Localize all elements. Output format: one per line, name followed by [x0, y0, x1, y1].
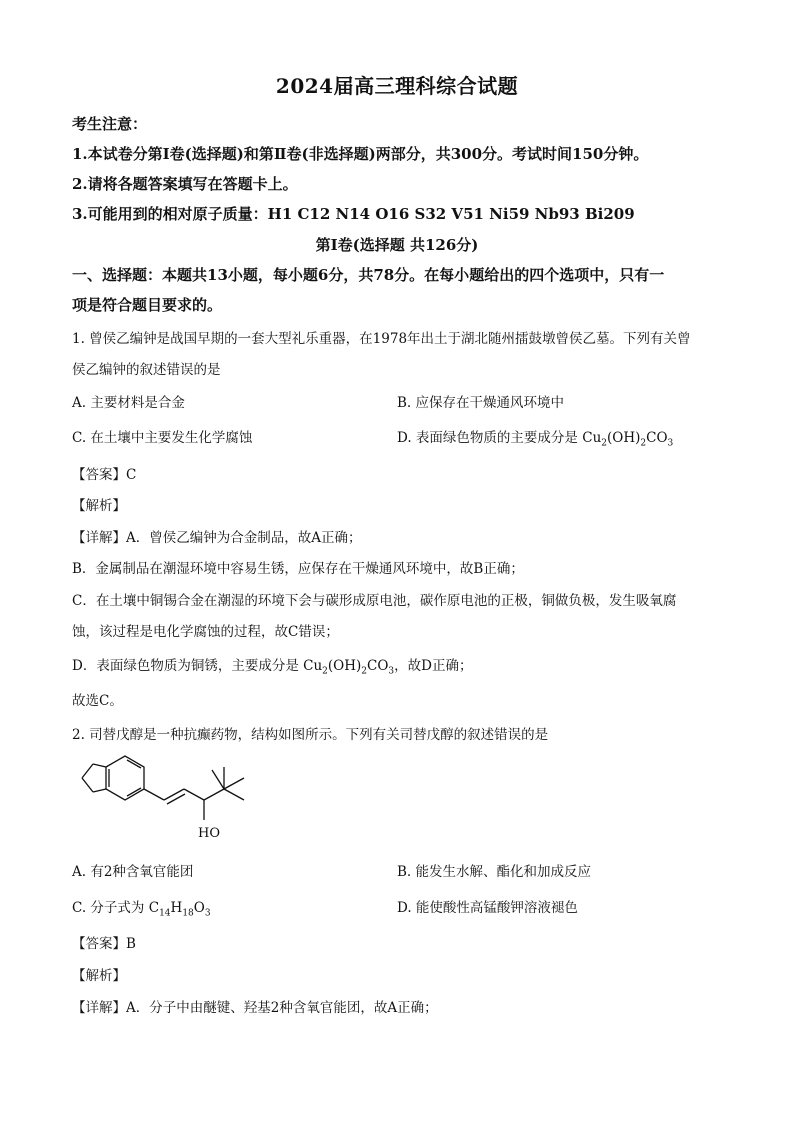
q1-detail-c-1: C．在土壤中铜锡合金在潮湿的环境下会与碳形成原电池，碳作原电池的正极，铜做负极，发生吸氧腐 [72, 593, 677, 609]
section-intro-line-2: 项是符合题目要求的。 [72, 296, 223, 314]
notice-heading: 考生注意： [72, 115, 148, 133]
q2-detail-a: 【详解】A．分子中由醚键、羟基2种含氧官能团，故A正确； [72, 1000, 438, 1016]
formula-cu2oh2co3-detail: $Cu_2(OH)_2CO_3$ [303, 658, 395, 677]
formula-cu2oh2co3: $Cu_2(OH)_2CO_3$ [582, 430, 674, 449]
q1-option-c: C. 在土壤中主要发生化学腐蚀 [72, 430, 253, 446]
q1-option-b: B. 应保存在干燥通风环境中 [397, 395, 565, 411]
q2-stem: 2. 司替戊醇是一种抗癫药物，结构如图所示。下列有关司替戊醇的叙述错误的是 [72, 727, 549, 743]
hydroxyl-label: HO [198, 826, 220, 841]
q1-option-d [397, 426, 673, 449]
exam-title: 2024届高三理科综合试题 [275, 74, 519, 98]
q1-detail-d: D．表面绿色物质为铜锈，主要成分是 $Cu_2(OH)_2CO_3$，故D正确； [72, 658, 473, 677]
q1-analysis-label: 【解析】 [72, 498, 126, 514]
q2-option-a: A. 有2种含氧官能团 [72, 864, 194, 880]
q1-detail-b: B．金属制品在潮湿环境中容易生锈，应保存在干燥通风环境中，故B正确； [72, 561, 524, 577]
q1-conclusion: 故选C。 [72, 693, 123, 709]
q1-detail-a: 【详解】A．曾侯乙编钟为合金制品，故A正确； [72, 530, 362, 546]
section-intro-line-1: 一、选择题：本题共13小题，每小题6分，共78分。在每小题给出的四个选项中，只有一 [72, 266, 665, 284]
stiripentol-structure-diagram [72, 752, 272, 844]
notice-item-3: 3.可能用到的相对原子质量：H1 C12 N14 O16 S32 V51 Ni59 Nb93 Bi209 [72, 205, 635, 223]
q2-analysis-label: 【解析】 [72, 968, 126, 984]
q2-option-b: B. 能发生水解、酯化和加成反应 [397, 864, 592, 880]
q1-stem-line-1: 1. 曾侯乙编钟是战国早期的一套大型礼乐重器，在1978年出土于湖北随州擂鼓墩曾侯乙墓。下列有关曾 [72, 331, 691, 347]
q2-answer: 【答案】B [72, 936, 136, 952]
q1-option-a: A. 主要材料是合金 [72, 395, 185, 411]
q2-option-d: D. 能使酸性高锰酸钾溶液褪色 [397, 900, 578, 916]
q2-option-c: C. 分子式为 $C_{14}H_{18}O_3$ [72, 900, 211, 919]
section-title: 第Ⅰ卷(选择题 共126分) [315, 236, 479, 254]
q1-detail-c-2: 蚀，该过程是电化学腐蚀的过程，故C错误； [72, 624, 339, 640]
notice-item-1: 1.本试卷分第Ⅰ卷(选择题)和第Ⅱ卷(非选择题)两部分，共300分。考试时间150分钟。 [72, 145, 649, 163]
notice-item-2: 2.请将各题答案填写在答题卡上。 [72, 175, 298, 193]
formula-c14h18o3: $C_{14}H_{18}O_3$ [148, 900, 211, 919]
q1-stem-line-2: 侯乙编钟的叙述错误的是 [72, 362, 221, 378]
q1-answer: 【答案】C [72, 467, 137, 483]
q1-option-d-text: D. 表面绿色物质的主要成分是 [397, 430, 578, 446]
